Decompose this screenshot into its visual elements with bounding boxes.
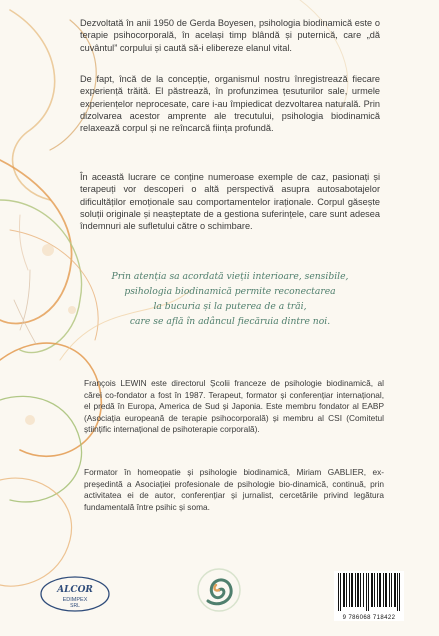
author-bio-gablier (84, 467, 384, 513)
bio-text: François LEWIN este directorul Școlii franceze de psihologie biodinamică, al cărei co-fondator a fost în 1987. Terapeut, formator și conferențiar internațional, el predă în Europa, America de Sud și Japonia. Este membru fondator al EABP (Asociația europeană de terapie psihocorporală) și membru al CSI (Comitetul științific internațional de psihoterapie corporală). (84, 378, 384, 435)
concept-paragraph (80, 73, 380, 134)
intro-paragraph (80, 17, 380, 54)
book-description-paragraph (80, 171, 380, 232)
quote-line: care se află în adâncul fiecăruia dintre noi. (129, 316, 331, 327)
publisher-logo (38, 574, 112, 614)
concept-text: De fapt, încă de la concepție, organismul nostru înregistrează fiecare experiență trăită. El păstrează, în profunzimea țesuturilor sale, urmele experiențelor neprocesate, care i-au împiedicat dezvoltarea naturală. Prin dizolvarea acestor amprente ale trecutului, psihologia biodinamică relaxează corpul și ne reîncarcă ființa profundă. (80, 74, 380, 134)
highlight-quote (80, 269, 380, 329)
spiral-emblem-icon (196, 567, 242, 613)
author-bio-lewin (84, 378, 384, 436)
quote-line: la bucuria și la puterea de a trăi, (153, 301, 307, 312)
isbn-barcode (334, 571, 404, 621)
publisher-sub2: SRL (70, 603, 80, 609)
quote-line: psihologia biodinamică permite reconectarea (124, 286, 336, 297)
publisher-name: ALCOR (57, 585, 93, 595)
book-description-text: În această lucrare ce conține numeroase exemple de caz, pasionați și terapeuți vor descoperi o altă perspectivă asupra autosabotajelor dificultăților emoționale sau comportamentelor iraționale. Corpul găsește soluții originale și neașteptate de a gestiona suferințele, care sunt adesea îndemnuri ale sufletului către o schimbare. (80, 172, 380, 232)
quote-line: Prin atenția sa acordată vieții interioare, sensibile, (111, 271, 349, 282)
intro-text: Dezvoltată în anii 1950 de Gerda Boyesen, psihologia biodinamică este o terapie psihocorporală, în același timp blândă și puternică, care „dă cuvântul” corpului și caută să-i elibereze elanul vital. (80, 18, 380, 53)
bio-text: Formator în homeopatie și psihologie biodinamică, Miriam GABLIER, ex-președintă a Asociației profesionale de psihologie bio-dinamică, continuă, prin activitatea ei de autor, conferențiar și jurnalist, cercetările privind legătura fundamentală între psihic și soma. (84, 467, 384, 512)
barcode-bars-icon (334, 571, 404, 613)
publisher-sub1: EDIMPEX (62, 597, 88, 603)
isbn-number: 9 786068 718422 (342, 615, 396, 621)
